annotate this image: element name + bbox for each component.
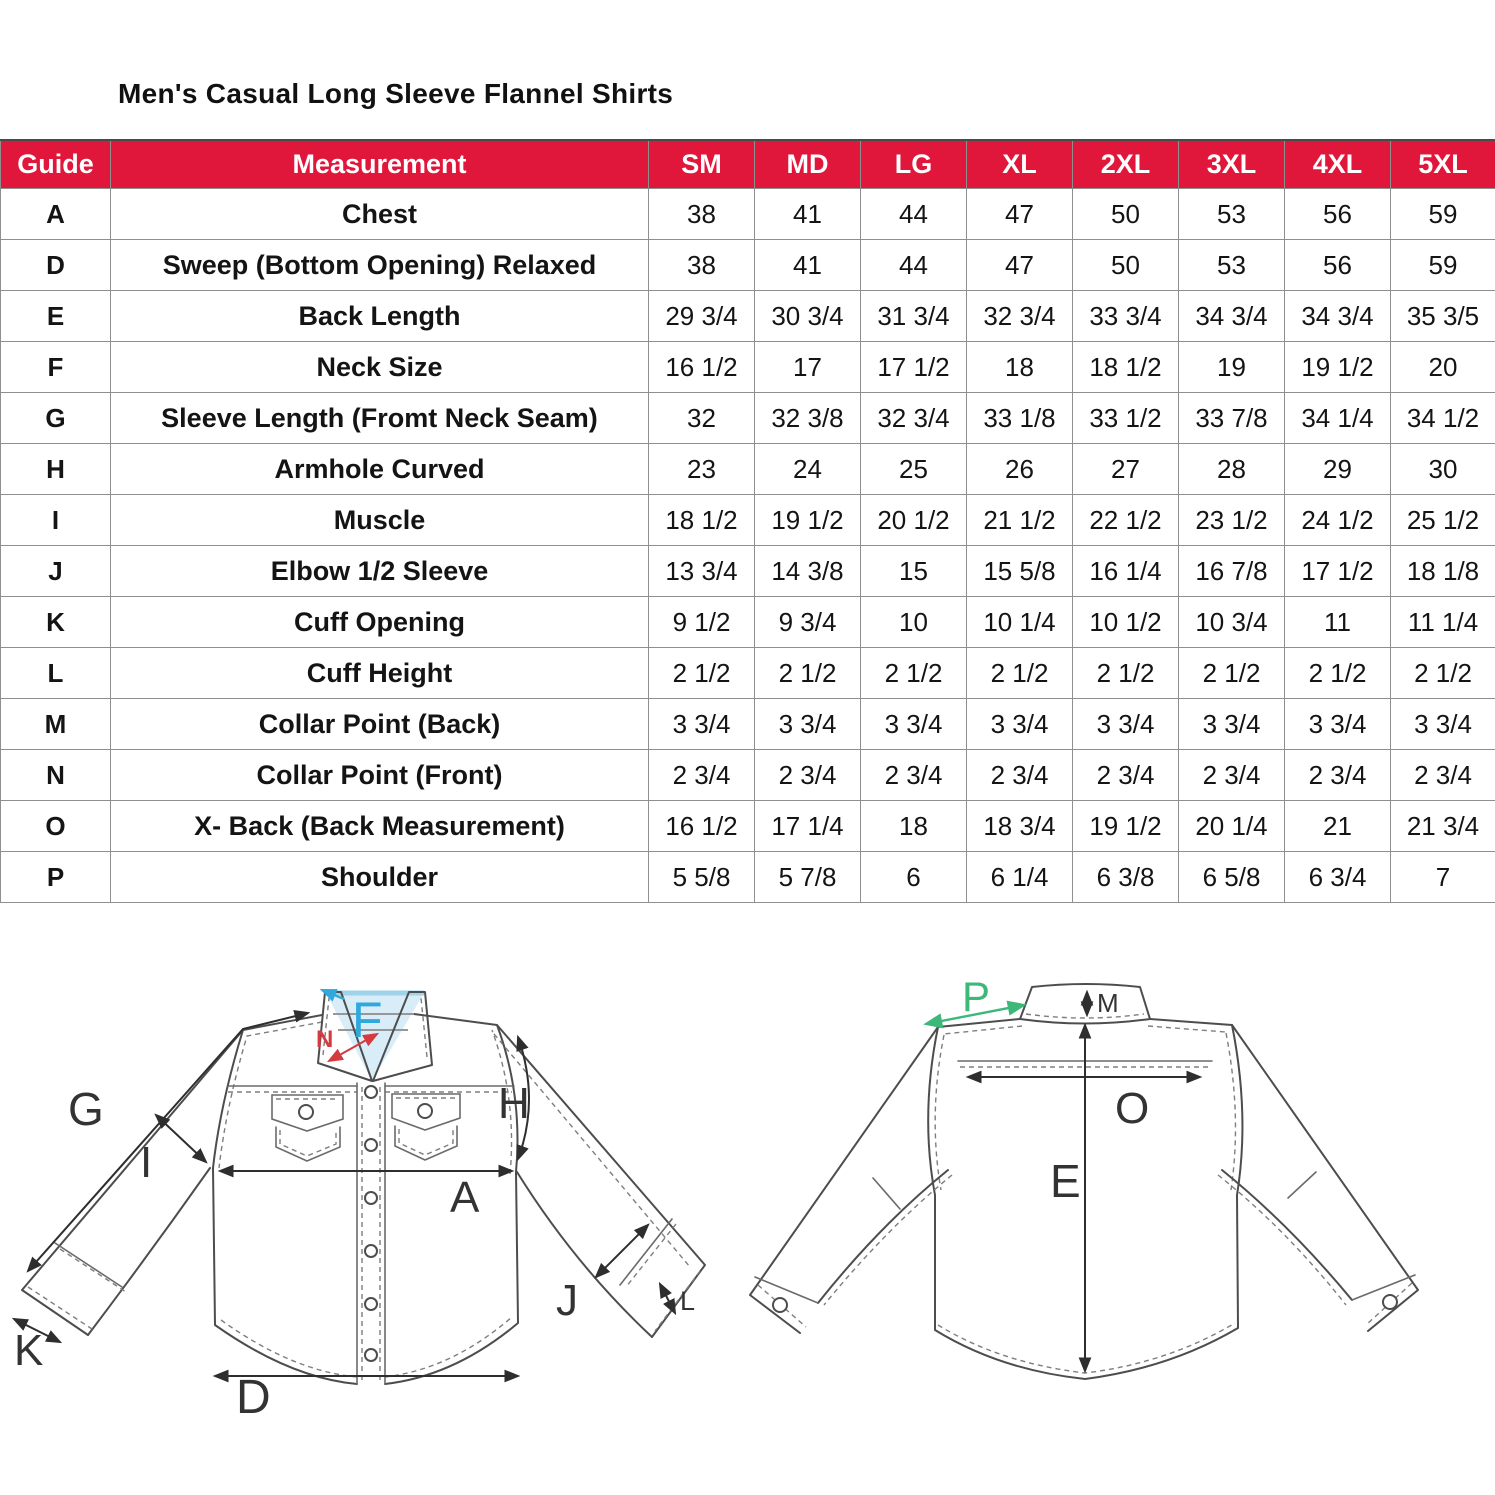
value-cell: 3 3/4 [967,699,1073,750]
value-cell: 7 [1391,852,1495,903]
placket-button [365,1349,377,1361]
guide-cell: I [1,495,111,546]
value-cell: 14 3/8 [755,546,861,597]
placket-button [365,1139,377,1151]
value-cell: 53 [1179,189,1285,240]
guide-cell: E [1,291,111,342]
label-L: L [680,1286,696,1316]
value-cell: 35 3/5 [1391,291,1495,342]
guide-cell: M [1,699,111,750]
placket-button [365,1086,377,1098]
label-N: N [316,1026,334,1053]
value-cell: 18 1/2 [649,495,755,546]
front-left-pocket [272,1095,343,1161]
value-cell: 6 3/4 [1285,852,1391,903]
front-left-sleeve [22,1030,243,1335]
value-cell: 38 [649,240,755,291]
value-cell: 38 [649,189,755,240]
value-cell: 22 1/2 [1073,495,1179,546]
value-cell: 5 5/8 [649,852,755,903]
table-row [1,495,1495,546]
front-placket-stitching [362,1087,380,1381]
table-row [1,444,1495,495]
value-cell: 19 1/2 [1073,801,1179,852]
col-header-sm: SM [649,140,755,189]
value-cell: 6 3/8 [1073,852,1179,903]
measurement-cell: Back Length [111,291,649,342]
measurement-cell: Collar Point (Front) [111,750,649,801]
value-cell: 2 1/2 [1073,648,1179,699]
back-left-sleeve [750,1027,952,1333]
label-I: I [140,1138,153,1187]
table-row [1,597,1495,648]
value-cell: 13 3/4 [649,546,755,597]
front-right-pocket [392,1094,460,1160]
value-cell: 6 5/8 [1179,852,1285,903]
value-cell: 2 3/4 [1391,750,1495,801]
value-cell: 30 [1391,444,1495,495]
col-header-md: MD [755,140,861,189]
value-cell: 41 [755,240,861,291]
back-shirt-diagram [750,973,1418,1379]
value-cell: 3 3/4 [755,699,861,750]
value-cell: 17 1/4 [755,801,861,852]
value-cell: 32 [649,393,755,444]
value-cell: 10 1/2 [1073,597,1179,648]
guide-cell: O [1,801,111,852]
value-cell: 18 3/4 [967,801,1073,852]
value-cell: 34 1/2 [1391,393,1495,444]
value-cell: 29 [1285,444,1391,495]
value-cell: 32 3/4 [967,291,1073,342]
table-row [1,750,1495,801]
placket-button [365,1192,377,1204]
value-cell: 2 3/4 [1179,750,1285,801]
label-E: E [1050,1155,1081,1207]
value-cell: 15 [861,546,967,597]
label-M: M [1097,988,1119,1018]
value-cell: 53 [1179,240,1285,291]
label-K: K [14,1326,44,1375]
col-header-3xl: 3XL [1179,140,1285,189]
value-cell: 5 7/8 [755,852,861,903]
value-cell: 2 1/2 [1285,648,1391,699]
value-cell: 2 1/2 [861,648,967,699]
value-cell: 25 [861,444,967,495]
value-cell: 34 3/4 [1179,291,1285,342]
value-cell: 16 7/8 [1179,546,1285,597]
value-cell: 18 [861,801,967,852]
placket-button [365,1245,377,1257]
col-header-xl: XL [967,140,1073,189]
measurement-cell: X- Back (Back Measurement) [111,801,649,852]
value-cell: 20 1/2 [861,495,967,546]
value-cell: 10 1/4 [967,597,1073,648]
value-cell: 3 3/4 [649,699,755,750]
value-cell: 28 [1179,444,1285,495]
guide-cell: L [1,648,111,699]
value-cell: 2 1/2 [755,648,861,699]
value-cell: 9 3/4 [755,597,861,648]
value-cell: 47 [967,189,1073,240]
back-right-sleeve [1218,1025,1418,1331]
page-title: Men's Casual Long Sleeve Flannel Shirts [118,78,674,109]
value-cell: 2 3/4 [649,750,755,801]
value-cell: 33 3/4 [1073,291,1179,342]
col-header-4xl: 4XL [1285,140,1391,189]
value-cell: 41 [755,189,861,240]
value-cell: 23 [649,444,755,495]
label-P: P [962,973,991,1020]
value-cell: 15 5/8 [967,546,1073,597]
table-row [1,546,1495,597]
value-cell: 2 3/4 [1285,750,1391,801]
value-cell: 11 1/4 [1391,597,1495,648]
value-cell: 2 3/4 [1073,750,1179,801]
col-header-guide: Guide [1,140,111,189]
placket-button [365,1298,377,1310]
table-row [1,852,1495,903]
value-cell: 2 3/4 [755,750,861,801]
col-header-lg: LG [861,140,967,189]
value-cell: 31 3/4 [861,291,967,342]
table-row [1,393,1495,444]
guide-cell: P [1,852,111,903]
label-G: G [68,1083,104,1135]
guide-cell: N [1,750,111,801]
value-cell: 23 1/2 [1179,495,1285,546]
value-cell: 34 1/4 [1285,393,1391,444]
measurement-cell: Cuff Height [111,648,649,699]
guide-cell: F [1,342,111,393]
value-cell: 10 [861,597,967,648]
value-cell: 2 1/2 [649,648,755,699]
measurement-cell: Collar Point (Back) [111,699,649,750]
value-cell: 50 [1073,240,1179,291]
value-cell: 27 [1073,444,1179,495]
value-cell: 2 1/2 [1179,648,1285,699]
value-cell: 33 1/8 [967,393,1073,444]
value-cell: 2 3/4 [861,750,967,801]
front-shirt-diagram [14,990,705,1424]
value-cell: 32 3/4 [861,393,967,444]
value-cell: 18 1/2 [1073,342,1179,393]
value-cell: 21 1/2 [967,495,1073,546]
value-cell: 59 [1391,240,1495,291]
value-cell: 29 3/4 [649,291,755,342]
col-header-measurement: Measurement [111,140,649,189]
measurement-cell: Cuff Opening [111,597,649,648]
value-cell: 16 1/2 [649,801,755,852]
value-cell: 21 [1285,801,1391,852]
measurement-cell: Armhole Curved [111,444,649,495]
label-H: H [498,1079,530,1128]
value-cell: 47 [967,240,1073,291]
value-cell: 26 [967,444,1073,495]
arrow-L-cuff-height [660,1284,675,1313]
value-cell: 18 1/8 [1391,546,1495,597]
label-J: J [556,1276,578,1325]
value-cell: 34 3/4 [1285,291,1391,342]
value-cell: 2 1/2 [967,648,1073,699]
value-cell: 32 3/8 [755,393,861,444]
front-placket [357,1083,385,1384]
measurement-cell: Muscle [111,495,649,546]
value-cell: 3 3/4 [861,699,967,750]
table-row [1,189,1495,240]
value-cell: 24 1/2 [1285,495,1391,546]
value-cell: 11 [1285,597,1391,648]
guide-cell: G [1,393,111,444]
value-cell: 6 1/4 [967,852,1073,903]
guide-cell: H [1,444,111,495]
value-cell: 59 [1391,189,1495,240]
value-cell: 56 [1285,189,1391,240]
table-header-row [1,140,1495,189]
value-cell: 10 3/4 [1179,597,1285,648]
value-cell: 21 3/4 [1391,801,1495,852]
table-row [1,699,1495,750]
guide-cell: K [1,597,111,648]
value-cell: 3 3/4 [1179,699,1285,750]
guide-cell: D [1,240,111,291]
label-A: A [450,1173,480,1222]
value-cell: 33 1/2 [1073,393,1179,444]
measurement-cell: Sleeve Length (Fromt Neck Seam) [111,393,649,444]
measurement-cell: Chest [111,189,649,240]
guide-cell: A [1,189,111,240]
front-right-sleeve [494,1025,705,1337]
value-cell: 19 1/2 [755,495,861,546]
value-cell: 44 [861,240,967,291]
measurement-cell: Sweep (Bottom Opening) Relaxed [111,240,649,291]
value-cell: 30 3/4 [755,291,861,342]
back-collar-band [1020,984,1150,1024]
arrow-I-muscle [156,1115,206,1162]
value-cell: 17 [755,342,861,393]
value-cell: 25 1/2 [1391,495,1495,546]
table-row [1,648,1495,699]
value-cell: 6 [861,852,967,903]
table-row [1,240,1495,291]
measurement-cell: Elbow 1/2 Sleeve [111,546,649,597]
value-cell: 3 3/4 [1073,699,1179,750]
size-chart-table [0,139,1495,903]
value-cell: 2 3/4 [967,750,1073,801]
value-cell: 33 7/8 [1179,393,1285,444]
label-O: O [1115,1084,1150,1133]
table-row [1,342,1495,393]
value-cell: 18 [967,342,1073,393]
value-cell: 9 1/2 [649,597,755,648]
shirt-measurement-diagrams [0,935,1495,1495]
value-cell: 44 [861,189,967,240]
value-cell: 50 [1073,189,1179,240]
value-cell: 19 1/2 [1285,342,1391,393]
label-D: D [236,1371,271,1424]
value-cell: 3 3/4 [1391,699,1495,750]
value-cell: 16 1/2 [649,342,755,393]
measurement-cell: Neck Size [111,342,649,393]
value-cell: 16 1/4 [1073,546,1179,597]
value-cell: 19 [1179,342,1285,393]
value-cell: 2 1/2 [1391,648,1495,699]
measurement-cell: Shoulder [111,852,649,903]
col-header-2xl: 2XL [1073,140,1179,189]
value-cell: 17 1/2 [1285,546,1391,597]
value-cell: 24 [755,444,861,495]
value-cell: 56 [1285,240,1391,291]
value-cell: 20 [1391,342,1495,393]
guide-cell: J [1,546,111,597]
value-cell: 17 1/2 [861,342,967,393]
col-header-5xl: 5XL [1391,140,1495,189]
value-cell: 3 3/4 [1285,699,1391,750]
table-row [1,291,1495,342]
table-row [1,801,1495,852]
label-F: F [352,992,383,1048]
value-cell: 20 1/4 [1179,801,1285,852]
